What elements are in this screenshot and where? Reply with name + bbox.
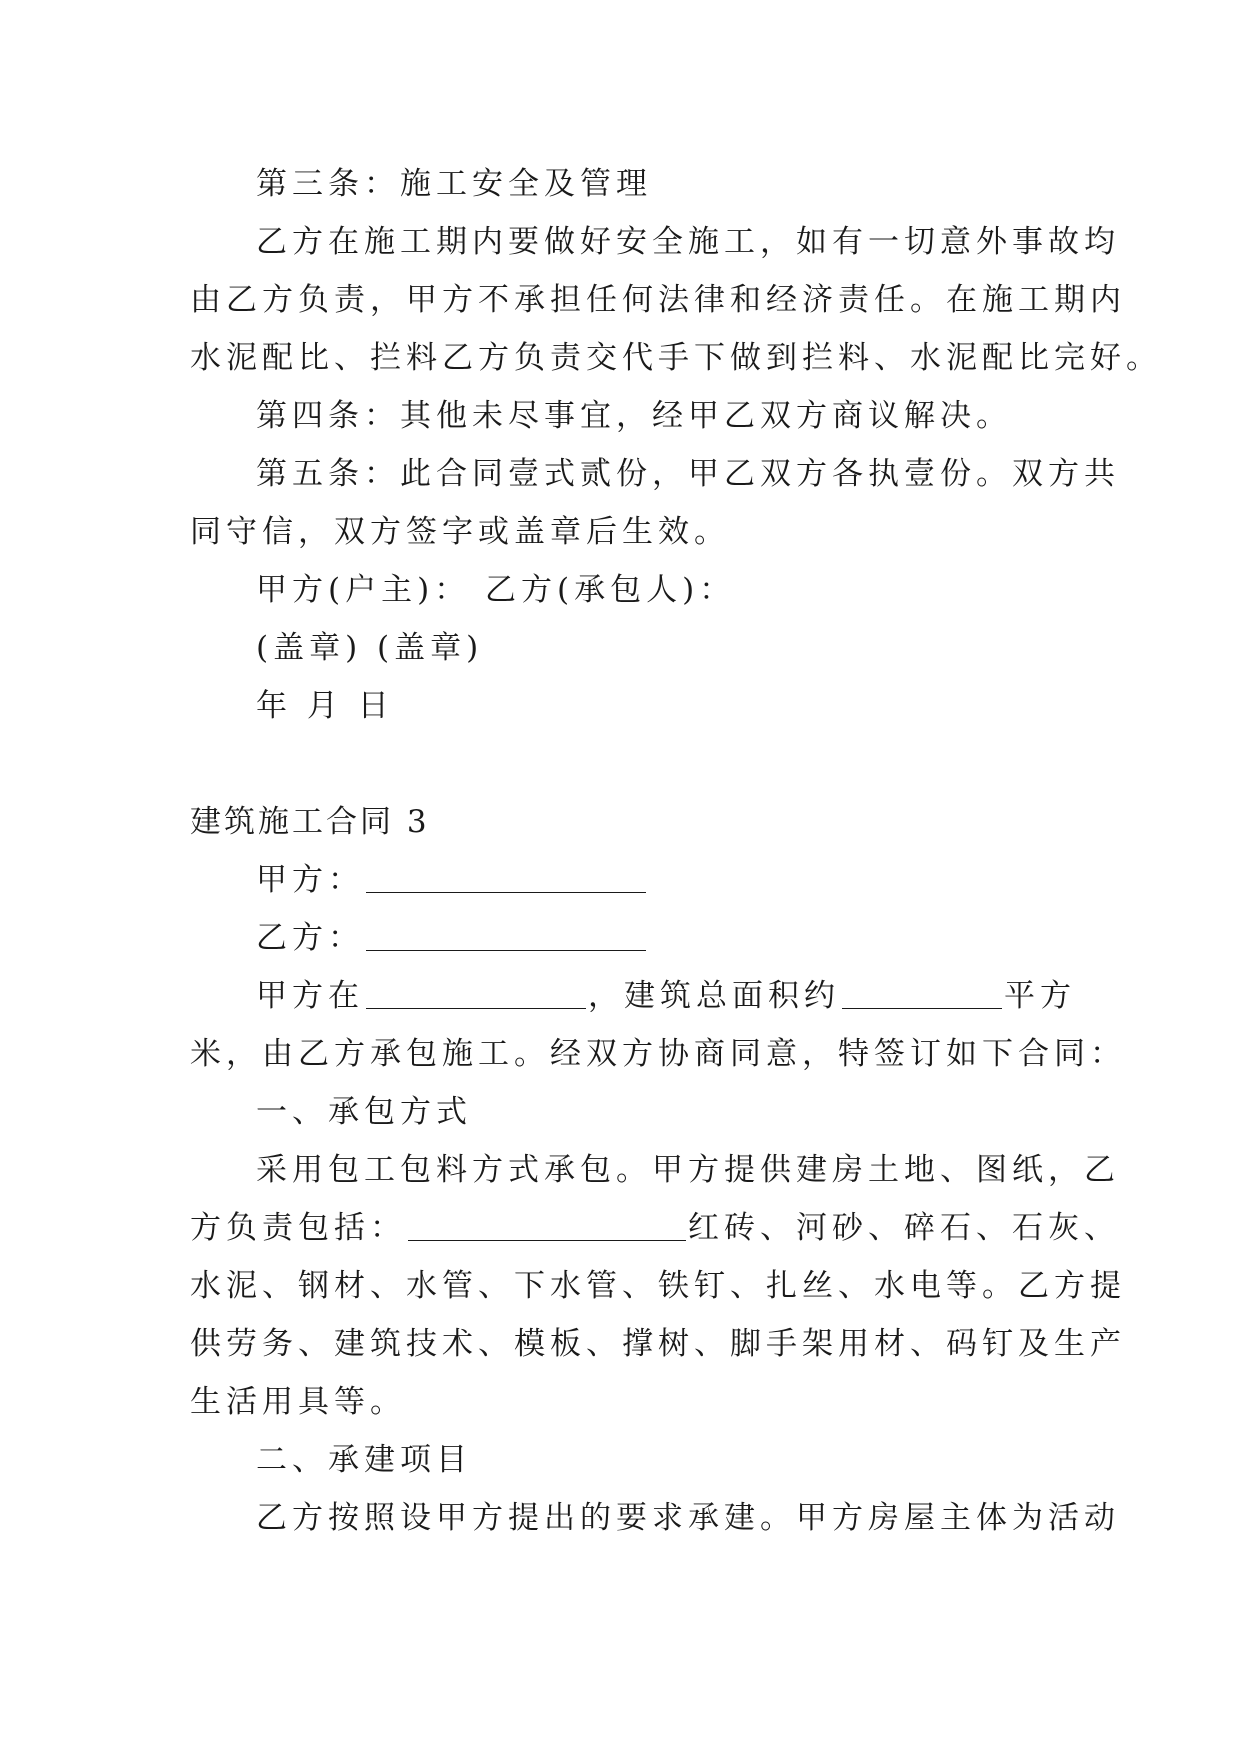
seal-line: (盖章) (盖章) <box>256 630 484 666</box>
paragraph-line: 同守信，双方签字或盖章后生效。 <box>190 514 730 550</box>
contract-title: 建筑施工合同 3 <box>190 804 430 840</box>
party-b-label: 乙方： <box>256 920 364 956</box>
materials-prefix: 方负责包括： <box>190 1210 406 1246</box>
paragraph-line: 水泥配比、拦料乙方负责交代手下做到拦料、水泥配比完好。 <box>190 340 1162 376</box>
paragraph-line: 供劳务、建筑技术、模板、撑树、脚手架用材、码钉及生产 <box>190 1326 1126 1362</box>
article-4-line: 第四条：其他未尽事宜，经甲乙双方商议解决。 <box>256 398 1012 434</box>
section-1-heading: 一、承包方式 <box>256 1094 472 1130</box>
party-a-label: 甲方： <box>256 862 364 898</box>
area-label: ，建筑总面积约 <box>588 978 840 1014</box>
paragraph-line: 米，由乙方承包施工。经双方协商同意，特签订如下合同： <box>190 1036 1126 1072</box>
paragraph-line: 采用包工包料方式承包。甲方提供建房土地、图纸，乙 <box>256 1152 1120 1188</box>
article-3-heading: 第三条：施工安全及管理 <box>256 166 652 202</box>
materials-blank <box>408 1209 686 1241</box>
paragraph-line: 由乙方负责，甲方不承担任何法律和经济责任。在施工期内 <box>190 282 1126 318</box>
location-blank <box>366 977 586 1009</box>
paragraph-line: 乙方在施工期内要做好安全施工，如有一切意外事故均 <box>256 224 1120 260</box>
materials-list: 红砖、河砂、碎石、石灰、 <box>688 1210 1120 1246</box>
party-b-blank <box>366 919 646 951</box>
signature-parties: 甲方(户主)： 乙方(承包人)： <box>256 572 736 608</box>
paragraph-line: 乙方按照设甲方提出的要求承建。甲方房屋主体为活动 <box>256 1500 1120 1536</box>
date-line: 年 月 日 <box>256 688 394 724</box>
area-blank <box>842 977 1002 1009</box>
party-a-blank <box>366 861 646 893</box>
location-line <box>256 976 1076 1016</box>
materials-line <box>190 1208 1120 1248</box>
paragraph-line: 生活用具等。 <box>190 1384 406 1420</box>
party-a-line <box>256 860 1070 900</box>
section-2-heading: 二、承建项目 <box>256 1442 472 1478</box>
paragraph-line: 水泥、钢材、水管、下水管、铁钉、扎丝、水电等。乙方提 <box>190 1268 1126 1304</box>
party-b-line <box>256 918 1070 958</box>
location-prefix: 甲方在 <box>256 978 364 1014</box>
area-unit: 平方 <box>1004 978 1076 1014</box>
article-5-line: 第五条：此合同壹式贰份，甲乙双方各执壹份。双方共 <box>256 456 1120 492</box>
